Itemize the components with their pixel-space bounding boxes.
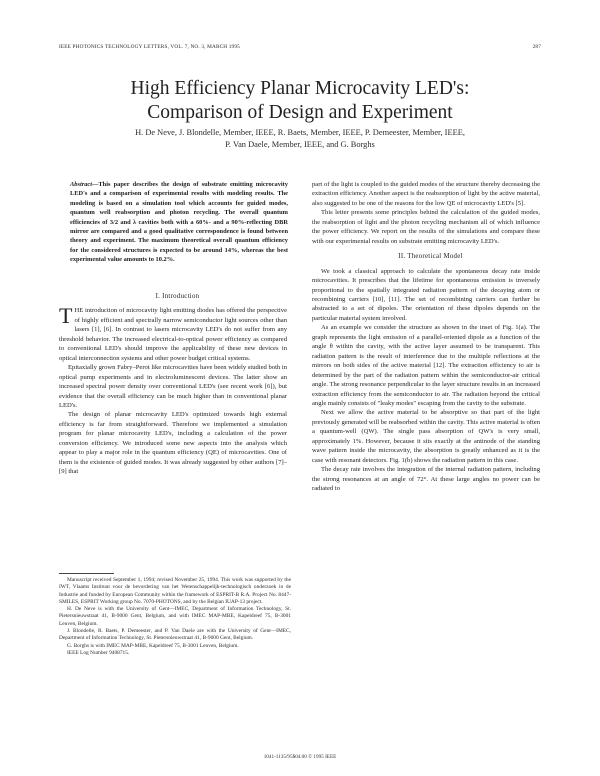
intro-paragraph-2: Epitaxially grown Fabry–Perot like microcavities have been widely studied both in optical pump experiments and in electroluminescent devices. The latter show an increased spectral power density over conventional LED's (see recent work [6]), but evidence that the overall efficiency can be much higher than in conventional planar LED's. xyxy=(59,364,288,409)
title-line-2: Comparison of Design and Experiment xyxy=(147,102,453,123)
drop-cap: T xyxy=(59,303,73,329)
running-header xyxy=(59,44,541,50)
authors-line-1: H. De Neve, J. Blondelle, Member, IEEE, R. Baets, Member, IEEE, P. Demeester, Member, IEEE, xyxy=(135,128,465,137)
footnote-manuscript: Manuscript received September 1, 1994; revised November 25, 1994. This work was supported by the IWT, Vlaams Instituut voor de bevordering van het Wetenschappelijk-technologisch onderzoek in de Industrie and funded by European Community within the framework of ESPRIT-B R.A. Project No. 8447-SMILES, ESPRIT Working group No. 7070-PHOTONS, and by the Belgian IUAP-13 project. xyxy=(59,577,291,605)
theory-paragraph-2: As an example we consider the structure as shown in the inset of Fig. 1(a). The graph represents the light emission of a parallel-oriented dipole as a function of the angle θ within the cavity, with the active layer assumed to be transparent. This radiation pattern is the result of interference due to the multiple reflections at the mirrors on both sides of the active material [12]. The extraction efficiency to air is determined by the part of the radiation pattern within the semiconductor-air critical angle. The strong resonance perpendicular to the layer structure results in an increased extraction efficiency from the semiconductor to air. The radiation beyond the critical angle mainly consists of "leaky modes" escaping from the cavity to the substrate. xyxy=(312,324,540,407)
author-list xyxy=(80,127,520,150)
title-line-1: High Efficiency Planar Microcavity LED's: xyxy=(130,78,470,99)
intro-paragraph-1: THE introduction of microcavity light emitting diodes has offered the perspective of highly efficient and spectrally narrow semiconductor light sources other than lasers [1], [6]. In contrast to lasers microcavity LED's do not suffer from any threshold behavior. The increased electrical-to-optical power efficiency as compared to conventional LED's should improve the applicability of these new devices in optical interconnection systems and other power budget critical systems. xyxy=(59,303,287,362)
footnote-affiliation-3: G. Borghs is with IMEC MAP-MBE, Kapeldreef 75, B-3001 Leuven, Belgium. xyxy=(67,642,239,649)
theory-paragraph-4: The decay rate involves the integration of the internal radiation pattern, including the strong resonances at an angle of 72°. At these large angles no power can be radiated to xyxy=(312,466,540,493)
section-heading-theoretical-model: II. Theoretical Model xyxy=(398,253,463,261)
theory-paragraph-3: Next we allow the active material to be absorptive so that part of the light previously generated will be reabsorbed within the cavity. This active material is often a quantum-well (QW). The single pass absorption of QW's is very small, approximately 1%. However, because it sits exactly at the antinode of the standing wave pattern inside the microcavity, the absorption is greatly enhanced as it is the case with resonant detectors. Fig. 1(b) shows the radiation pattern in this case. xyxy=(312,409,540,464)
right-paragraph-1: part of the light is coupled to the guided modes of the structure thereby decreasing the extraction efficiency. Another aspect is the reabsorption of light by the active material, also suggested to be one of the reasons for the low QE of microcavity LED's [5]. xyxy=(312,181,540,207)
intro-paragraph-3: The design of planar microcavity LED's optimized towards high external efficiency is far from straightforward. Therefore we implemented a simulation program for planar microcavity LED's, including a calculation of the power conversion efficiency. We introduced some new aspects into the analysis which appear to play a major role in the quantum efficiency (QE) of microcavities. One of them is the existence of guided modes. It was already suggested by other authors [7]–[9] that xyxy=(59,411,287,476)
journal-header: IEEE PHOTONICS TECHNOLOGY LETTERS, VOL. 7, NO. 3, MARCH 1995 xyxy=(59,44,240,50)
abstract xyxy=(70,180,288,265)
footnotes xyxy=(59,577,291,657)
right-column xyxy=(312,180,540,494)
right-paragraph-2: This letter presents some principles behind the calculation of the guided modes, the reabsorption of light and the photon recycling mechanism all of which influence the power efficiency. We report on the results of the simulations and compare these with our experimental results on substrate emitting microcavity LED's. xyxy=(312,209,540,245)
paper-title xyxy=(60,77,540,125)
footnote-affiliation-1: H. De Neve is with the University of Gent—IMEC, Department of Information Technology, St. Pietersnieuwstraat 41, B-9000 Gent, Belgium, and with IMEC MAP-MBE, Kapeldreef 75, B-3001 Leuven, Belgium. xyxy=(59,606,291,627)
abstract-lead: Abstract— xyxy=(70,181,99,188)
authors-line-2: P. Van Daele, Member, IEEE, and G. Borghs xyxy=(225,139,375,149)
left-column xyxy=(59,292,287,477)
publication-id: 1041-1135/95$04.00 © 1995 IEEE xyxy=(263,754,337,760)
footnote-rule xyxy=(59,573,114,574)
theory-paragraph-1: We took a classical approach to calculate the spontaneous decay rate inside microcavities. It prescribes that the lifetime for spontaneous emission is inversely proportional to the spatially integrated radiation pattern of the decaying atom or recombining carriers [10], [11]. The set of recombining carriers can further be abstracted to a set of dipoles. The orientation of these dipoles depends on the particular material system involved. xyxy=(312,267,540,322)
footnote-affiliation-2: J. Blondelle, R. Baets, P. Demeester, and P. Van Daele are with the University of Gent—IMEC, Department of Information Technology, St. Pietersnieuwstraat 41, B-9000 Gent, Belgium. xyxy=(59,628,291,642)
section-heading-introduction: I. Introduction xyxy=(155,293,200,300)
footnote-log-number: IEEE Log Number 9408715. xyxy=(67,649,130,656)
page-number: 287 xyxy=(532,44,541,50)
abstract-body: This paper describes the design of substrate emitting microcavity LED's and a comparison of experimental results with modeling results. The modeling is based on a simulation tool which accounts for guided modes, quantum well reabsorption and photon recycling. The overall quantum efficiencies of 3/2 and λ cavities both with a 60%- and a 90%-reflecting DBR mirror are compared and a good qualitative correspondence is found between theory and experiment. The maximum theoretical overall quantum efficiency for the considered structures is expected to be around 14%, whereas the best experimental value amounts to 10.2%. xyxy=(70,181,288,264)
